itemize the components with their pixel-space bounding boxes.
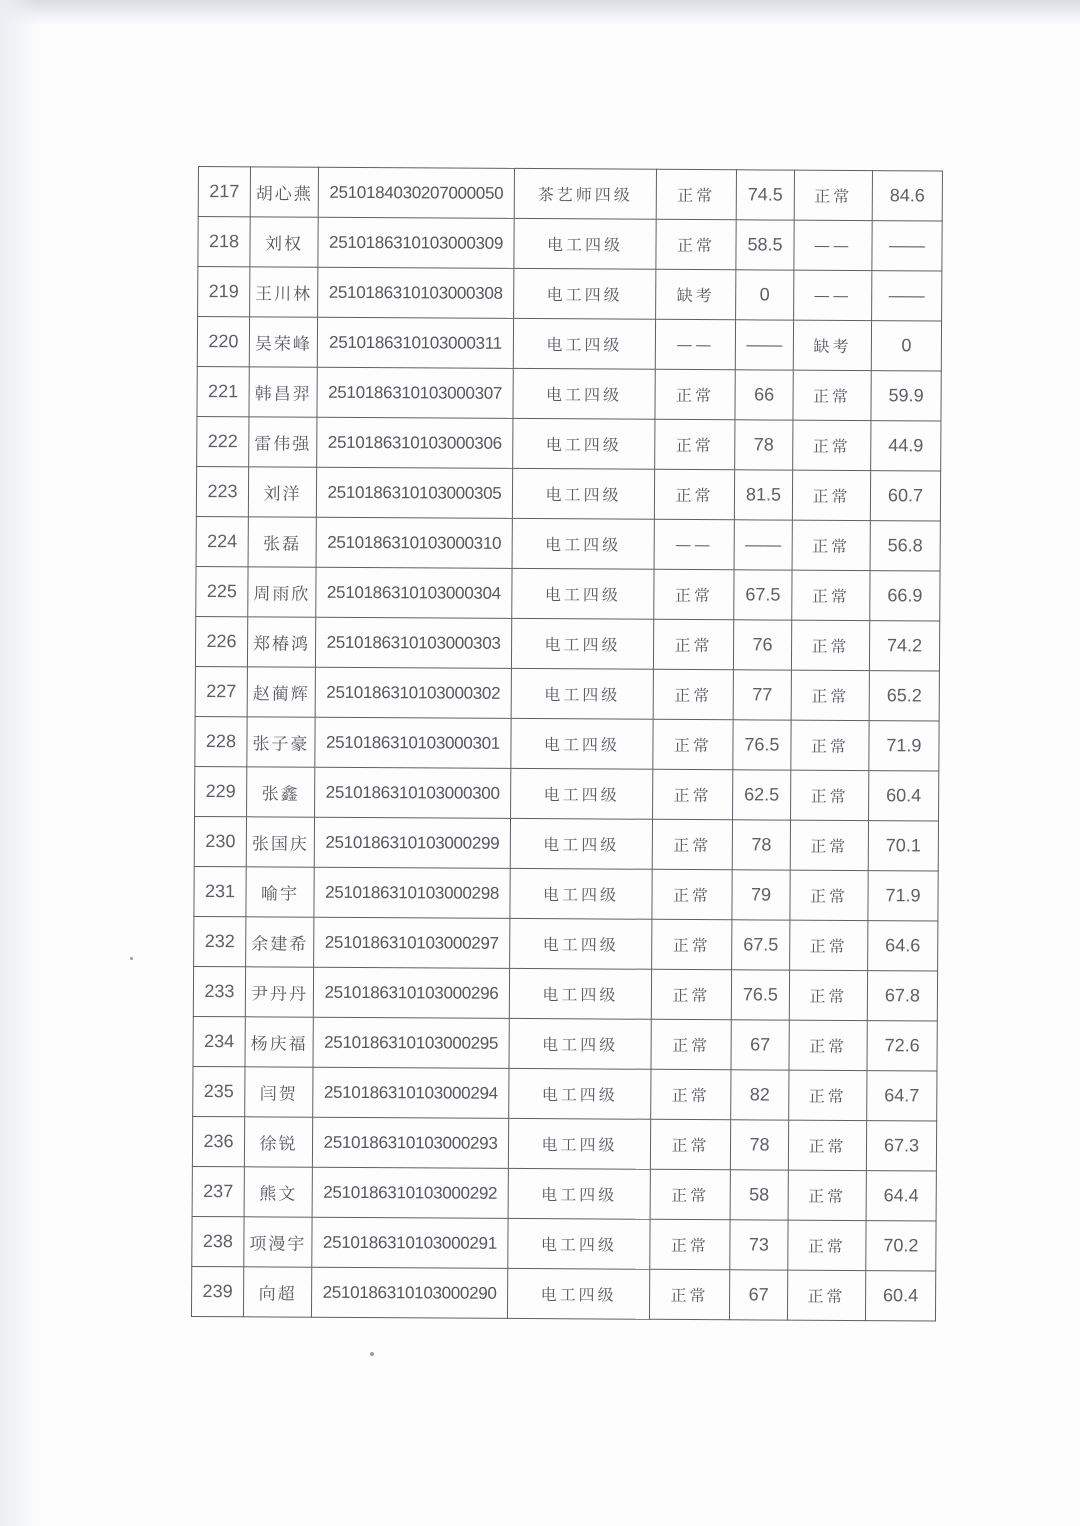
candidate-name-cell: 刘权 (250, 217, 318, 267)
theory-score-cell: 62.5 (733, 770, 791, 820)
exam-occupation-cell: 电工四级 (511, 718, 653, 769)
skill-score-cell: 84.6 (872, 171, 942, 221)
table-row (194, 866, 938, 921)
theory-status-cell: 正常 (650, 1119, 730, 1169)
skill-score-cell: 67.3 (866, 1121, 936, 1171)
skill-status-cell: 缺考 (793, 320, 871, 370)
theory-status-cell: 正常 (651, 1069, 731, 1119)
skill-score-cell: 70.2 (866, 1221, 936, 1271)
row-number-cell: 225 (196, 566, 248, 616)
exam-occupation-cell: 电工四级 (508, 1118, 650, 1169)
ticket-number-cell: 2510186310103000293 (312, 1117, 508, 1168)
skill-status-cell: 正常 (792, 570, 870, 620)
exam-score-table (191, 166, 943, 1322)
theory-score-cell: 76 (733, 620, 791, 670)
ticket-number-cell: 2510186310103000300 (315, 767, 511, 818)
row-number-cell: 236 (192, 1116, 244, 1166)
row-number-cell: 220 (197, 317, 249, 367)
table-row (195, 616, 939, 671)
skill-score-cell: 56.8 (870, 521, 940, 571)
row-number-cell: 222 (197, 416, 249, 466)
table-row (198, 267, 942, 322)
skill-status-cell: 正常 (793, 420, 871, 470)
ticket-number-cell: 2510186310103000302 (315, 667, 511, 718)
exam-occupation-cell: 电工四级 (514, 268, 656, 319)
ticket-number-cell: 2510186310103000307 (317, 367, 513, 418)
candidate-name-cell: 张鑫 (247, 767, 315, 817)
row-number-cell: 232 (194, 916, 246, 966)
skill-status-cell: 正常 (791, 670, 869, 720)
theory-score-cell: 58 (730, 1170, 788, 1220)
ticket-number-cell: 2510186310103000298 (314, 867, 510, 918)
skill-status-cell: 正常 (790, 870, 868, 920)
exam-occupation-cell: 电工四级 (510, 868, 652, 919)
skill-status-cell: —— (794, 220, 872, 270)
row-number-cell: 226 (195, 616, 247, 666)
skill-score-cell: 60.7 (870, 471, 940, 521)
skill-score-cell: 64.7 (867, 1071, 937, 1121)
skill-score-cell: 59.9 (871, 371, 941, 421)
theory-status-cell: 正常 (654, 569, 734, 619)
row-number-cell: 217 (198, 167, 250, 217)
exam-occupation-cell: 电工四级 (513, 318, 655, 369)
theory-score-cell: —— (734, 520, 792, 570)
theory-status-cell: 缺考 (656, 269, 736, 319)
theory-status-cell: 正常 (652, 819, 732, 869)
skill-status-cell: 正常 (787, 1270, 865, 1320)
ticket-number-cell: 2510186310103000306 (317, 417, 513, 468)
skill-score-cell: 71.9 (868, 871, 938, 921)
exam-occupation-cell: 电工四级 (510, 918, 652, 969)
table-row (197, 366, 941, 421)
candidate-name-cell: 张子豪 (247, 717, 315, 767)
ticket-number-cell: 2510186310103000310 (316, 517, 512, 568)
theory-score-cell: 67 (729, 1270, 787, 1320)
table-row (198, 167, 942, 222)
skill-score-cell: 44.9 (871, 421, 941, 471)
theory-score-cell: 78 (735, 420, 793, 470)
skill-score-cell: 70.1 (868, 821, 938, 871)
theory-score-cell: 0 (736, 270, 794, 320)
skill-score-cell: 64.4 (866, 1171, 936, 1221)
theory-score-cell: 67.5 (732, 920, 790, 970)
skill-status-cell: 正常 (790, 920, 868, 970)
candidate-name-cell: 尹丹丹 (245, 967, 313, 1017)
exam-occupation-cell: 电工四级 (512, 518, 654, 569)
theory-score-cell: 77 (733, 670, 791, 720)
candidate-name-cell: 郑椿鸿 (247, 617, 315, 667)
scan-speck (130, 957, 133, 960)
theory-score-cell: 67 (731, 1020, 789, 1070)
candidate-name-cell: 余建希 (246, 917, 314, 967)
skill-status-cell: —— (794, 270, 872, 320)
row-number-cell: 238 (192, 1216, 244, 1266)
table-row (194, 916, 938, 971)
skill-score-cell: 60.4 (869, 771, 939, 821)
theory-status-cell: 正常 (653, 669, 733, 719)
theory-status-cell: 正常 (653, 769, 733, 819)
theory-score-cell: 81.5 (734, 470, 792, 520)
theory-status-cell: 正常 (651, 969, 731, 1019)
exam-occupation-cell: 电工四级 (511, 618, 653, 669)
ticket-number-cell: 2510186310103000301 (315, 717, 511, 768)
candidate-name-cell: 张磊 (248, 517, 316, 567)
exam-occupation-cell: 电工四级 (509, 968, 651, 1019)
table-row (197, 416, 941, 471)
table-row (193, 1066, 937, 1121)
ticket-number-cell: 2510186310103000291 (312, 1217, 508, 1268)
theory-status-cell: 正常 (650, 1219, 730, 1269)
skill-status-cell: 正常 (788, 1120, 866, 1170)
ticket-number-cell: 2510186310103000292 (312, 1167, 508, 1218)
candidate-name-cell: 向超 (243, 1267, 311, 1317)
table-row (195, 766, 939, 821)
candidate-name-cell: 雷伟强 (249, 417, 317, 467)
theory-status-cell: 正常 (655, 419, 735, 469)
exam-occupation-cell: 电工四级 (511, 668, 653, 719)
row-number-cell: 233 (193, 966, 245, 1016)
theory-score-cell: 82 (731, 1070, 789, 1120)
ticket-number-cell: 2510186310103000311 (317, 317, 513, 368)
skill-status-cell: 正常 (791, 620, 869, 670)
candidate-name-cell: 杨庆福 (245, 1017, 313, 1067)
exam-occupation-cell: 电工四级 (514, 218, 656, 269)
skill-status-cell: 正常 (792, 470, 870, 520)
exam-occupation-cell: 电工四级 (509, 1068, 651, 1119)
table-row (192, 1216, 936, 1271)
table-row (192, 1116, 936, 1171)
exam-occupation-cell: 电工四级 (513, 418, 655, 469)
scan-left-shadow (0, 0, 40, 1526)
theory-status-cell: 正常 (654, 469, 734, 519)
theory-status-cell: 正常 (652, 869, 732, 919)
exam-occupation-cell: 电工四级 (512, 468, 654, 519)
row-number-cell: 231 (194, 866, 246, 916)
skill-score-cell: 71.9 (869, 721, 939, 771)
exam-occupation-cell: 电工四级 (510, 818, 652, 869)
skill-score-cell: 64.6 (868, 921, 938, 971)
row-number-cell: 239 (191, 1266, 243, 1316)
exam-occupation-cell: 茶艺师四级 (514, 168, 656, 219)
table-row (194, 816, 938, 871)
skill-status-cell: 正常 (788, 1170, 866, 1220)
skill-status-cell: 正常 (794, 170, 872, 220)
candidate-name-cell: 吴荣峰 (249, 317, 317, 367)
ticket-number-cell: 2510186310103000296 (313, 967, 509, 1018)
candidate-name-cell: 韩昌羿 (249, 367, 317, 417)
theory-status-cell: 正常 (656, 169, 736, 219)
skill-status-cell: 正常 (788, 1220, 866, 1270)
theory-score-cell: 76.5 (733, 720, 791, 770)
table-row (196, 516, 940, 571)
row-number-cell: 224 (196, 516, 248, 566)
candidate-name-cell: 张国庆 (246, 817, 314, 867)
row-number-cell: 223 (196, 466, 248, 516)
skill-score-cell: 72.6 (867, 1021, 937, 1071)
row-number-cell: 230 (194, 816, 246, 866)
skill-status-cell: 正常 (791, 770, 869, 820)
theory-status-cell: —— (655, 319, 735, 369)
table-row (197, 317, 941, 372)
ticket-number-cell: 2510186310103000294 (313, 1067, 509, 1118)
theory-status-cell: 正常 (649, 1269, 729, 1319)
exam-occupation-cell: 电工四级 (507, 1268, 649, 1319)
row-number-cell: 234 (193, 1016, 245, 1066)
candidate-name-cell: 胡心燕 (250, 167, 318, 217)
candidate-name-cell: 徐锐 (244, 1117, 312, 1167)
ticket-number-cell: 2510184030207000050 (318, 167, 514, 218)
skill-score-cell: 74.2 (869, 621, 939, 671)
table-row (191, 1266, 935, 1321)
theory-status-cell: 正常 (651, 1019, 731, 1069)
scan-top-shadow (0, 0, 1080, 26)
exam-occupation-cell: 电工四级 (508, 1168, 650, 1219)
skill-score-cell: 66.9 (870, 571, 940, 621)
table-row (193, 966, 937, 1021)
table-row (198, 217, 942, 272)
table-row (192, 1166, 936, 1221)
skill-score-cell: 60.4 (865, 1271, 935, 1321)
ticket-number-cell: 2510186310103000303 (315, 617, 511, 668)
row-number-cell: 219 (198, 267, 250, 317)
theory-score-cell: 66 (735, 370, 793, 420)
theory-score-cell: 74.5 (736, 170, 794, 220)
theory-score-cell: 76.5 (731, 970, 789, 1020)
skill-status-cell: 正常 (793, 370, 871, 420)
row-number-cell: 228 (195, 716, 247, 766)
ticket-number-cell: 2510186310103000290 (311, 1267, 507, 1318)
exam-occupation-cell: 电工四级 (509, 1018, 651, 1069)
theory-status-cell: 正常 (656, 219, 736, 269)
theory-score-cell: 73 (730, 1220, 788, 1270)
table-body (191, 167, 942, 1322)
candidate-name-cell: 喻宇 (246, 867, 314, 917)
table-row (193, 1016, 937, 1071)
exam-occupation-cell: 电工四级 (512, 568, 654, 619)
table-row (196, 566, 940, 621)
theory-status-cell: 正常 (650, 1169, 730, 1219)
row-number-cell: 221 (197, 366, 249, 416)
theory-score-cell: 78 (732, 820, 790, 870)
candidate-name-cell: 闫贺 (245, 1067, 313, 1117)
theory-status-cell: 正常 (653, 619, 733, 669)
skill-score-cell: 67.8 (867, 971, 937, 1021)
theory-score-cell: 58.5 (736, 220, 794, 270)
row-number-cell: 229 (195, 766, 247, 816)
exam-occupation-cell: 电工四级 (508, 1218, 650, 1269)
theory-score-cell: 78 (730, 1120, 788, 1170)
ticket-number-cell: 2510186310103000308 (318, 267, 514, 318)
skill-score-cell: —— (872, 221, 942, 271)
row-number-cell: 235 (193, 1066, 245, 1116)
exam-occupation-cell: 电工四级 (513, 368, 655, 419)
candidate-name-cell: 赵蔺辉 (247, 667, 315, 717)
candidate-name-cell: 王川林 (250, 267, 318, 317)
table-row (195, 716, 939, 771)
ticket-number-cell: 2510186310103000304 (316, 567, 512, 618)
row-number-cell: 227 (195, 666, 247, 716)
skill-status-cell: 正常 (792, 520, 870, 570)
theory-score-cell: 67.5 (734, 570, 792, 620)
candidate-name-cell: 项漫宇 (244, 1217, 312, 1267)
exam-occupation-cell: 电工四级 (511, 768, 653, 819)
row-number-cell: 237 (192, 1166, 244, 1216)
skill-score-cell: 0 (871, 321, 941, 371)
theory-status-cell: 正常 (652, 919, 732, 969)
candidate-name-cell: 刘洋 (248, 467, 316, 517)
ticket-number-cell: 2510186310103000309 (318, 217, 514, 268)
skill-score-cell: 65.2 (869, 671, 939, 721)
ticket-number-cell: 2510186310103000305 (316, 467, 512, 518)
skill-status-cell: 正常 (789, 1020, 867, 1070)
skill-status-cell: 正常 (789, 970, 867, 1020)
candidate-name-cell: 周雨欣 (248, 567, 316, 617)
ticket-number-cell: 2510186310103000295 (313, 1017, 509, 1068)
theory-status-cell: —— (654, 519, 734, 569)
skill-score-cell: —— (872, 271, 942, 321)
ticket-number-cell: 2510186310103000297 (314, 917, 510, 968)
skill-status-cell: 正常 (790, 820, 868, 870)
theory-status-cell: 正常 (655, 369, 735, 419)
skill-status-cell: 正常 (789, 1070, 867, 1120)
table-row (196, 466, 940, 521)
theory-status-cell: 正常 (653, 719, 733, 769)
table-row (195, 666, 939, 721)
scan-speck (370, 1352, 374, 1356)
candidate-name-cell: 熊文 (244, 1167, 312, 1217)
skill-status-cell: 正常 (791, 720, 869, 770)
row-number-cell: 218 (198, 217, 250, 267)
theory-score-cell: 79 (732, 870, 790, 920)
theory-score-cell: —— (735, 320, 793, 370)
ticket-number-cell: 2510186310103000299 (314, 817, 510, 868)
